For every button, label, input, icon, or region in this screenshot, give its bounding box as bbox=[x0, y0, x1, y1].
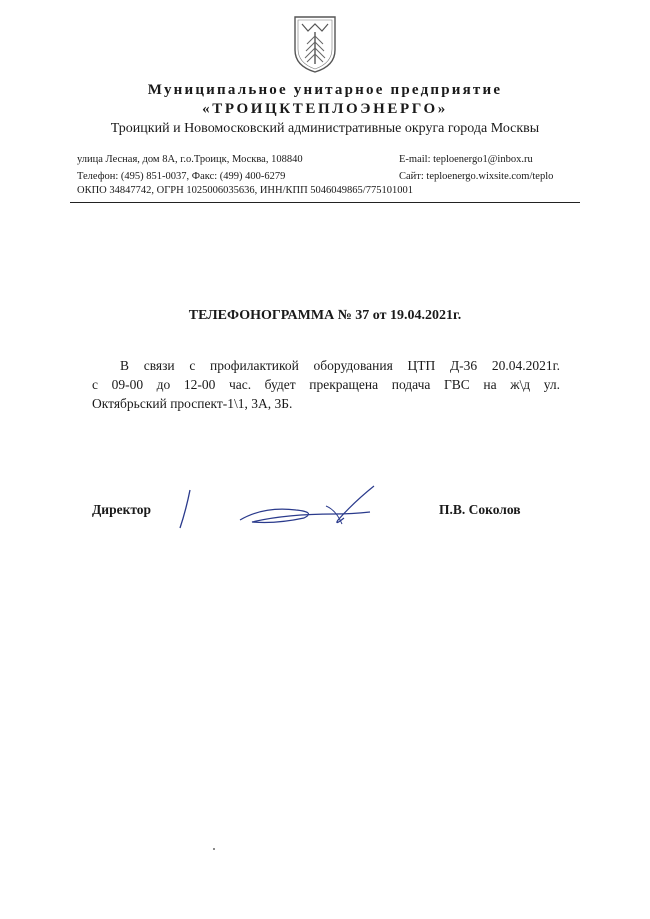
body-line bbox=[92, 375, 560, 394]
body-word: 20.04.2021г. bbox=[491, 358, 560, 373]
body-word: ж\д bbox=[510, 377, 531, 392]
header-divider bbox=[70, 202, 580, 203]
body-word: ГВС bbox=[443, 377, 470, 392]
requisites-text: ОКПО 34847742, ОГРН 1025006035636, ИНН/КПП 5046049865/775101001 bbox=[77, 185, 413, 196]
body-word: ЦТП bbox=[407, 358, 436, 373]
org-name-line: Муниципальное унитарное предприятие bbox=[147, 82, 503, 98]
body-word: ул. bbox=[543, 377, 560, 392]
body-line bbox=[92, 394, 560, 413]
body-word: час. bbox=[228, 377, 252, 392]
body-word: на bbox=[483, 377, 497, 392]
body-word: Д-36 bbox=[449, 358, 478, 373]
site-text: Сайт: teploenergo.wixsite.com/teplo bbox=[399, 171, 554, 182]
org-district-line: Троицкий и Новомосковский административные округа города Москвы bbox=[110, 121, 540, 136]
body-word: с bbox=[189, 358, 196, 373]
document-body bbox=[92, 356, 560, 413]
org-brand-name: «ТРОИЦКТЕПЛОЭНЕРГО» bbox=[202, 101, 448, 117]
body-word: 09-00 bbox=[111, 377, 144, 392]
body-word: 12-00 bbox=[183, 377, 216, 392]
signer-name: П.В. Соколов bbox=[439, 502, 521, 517]
body-line bbox=[92, 356, 560, 375]
body-word: с bbox=[92, 377, 98, 392]
body-word: профилактикой bbox=[210, 358, 299, 373]
phone-text: Телефон: (495) 851-0037, Факс: (499) 400-6279 bbox=[77, 171, 286, 182]
scan-speck bbox=[213, 848, 215, 850]
body-word: подача bbox=[391, 377, 431, 392]
body-word: будет bbox=[264, 377, 296, 392]
handwritten-signature bbox=[176, 484, 386, 534]
body-word: оборудования bbox=[313, 358, 393, 373]
contacts-left bbox=[77, 151, 303, 185]
body-word: связи bbox=[143, 358, 175, 373]
document-title: ТЕЛЕФОНОГРАММА № 37 от 19.04.2021г. bbox=[188, 308, 462, 323]
coat-of-arms-emblem bbox=[292, 14, 338, 74]
body-word: Октябрьский проспект-1\1, 3А, 3Б. bbox=[92, 396, 293, 411]
body-word: В bbox=[120, 358, 130, 373]
body-word: прекращена bbox=[309, 377, 379, 392]
body-word: до bbox=[156, 377, 171, 392]
signer-role: Директор bbox=[92, 502, 152, 517]
contacts-right bbox=[399, 151, 553, 185]
address-text: улица Лесная, дом 8А, г.о.Троицк, Москва, 108840 bbox=[77, 154, 303, 165]
email-text: E-mail: teploenergo1@inbox.ru bbox=[399, 154, 533, 165]
